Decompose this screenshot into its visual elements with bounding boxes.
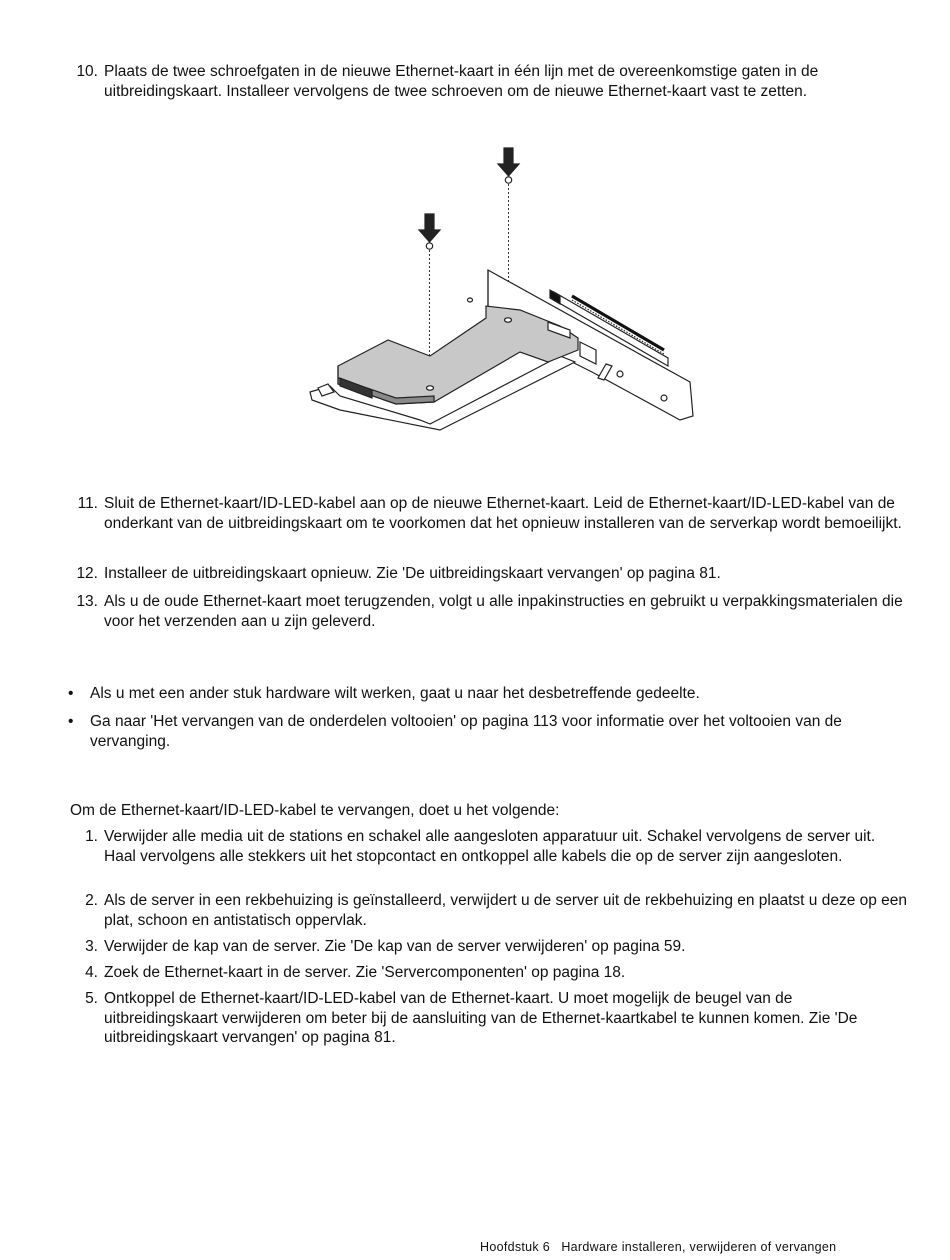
page-footer: [480, 1238, 836, 1258]
step-number: 11.: [77, 495, 98, 512]
ethernet-card-illustration: [300, 140, 710, 440]
bullet-item: [68, 684, 898, 704]
step-11: [68, 494, 908, 533]
step-number: 2.: [85, 892, 98, 909]
step-5: [68, 989, 908, 1048]
step-2: [68, 891, 908, 930]
step-text: Verwijder alle media uit de stations en schakel alle aangesloten apparatuur uit. Schakel vervolgens de server uit. Haal vervolgens alle stekkers uit het stopcontact en ontkoppel alle kabels die op de server zijn aangesloten.: [104, 828, 876, 865]
step-text: Plaats de twee schroefgaten in de nieuwe Ethernet-kaart in één lijn met de overeenkomstige gaten in de uitbreidingskaart. Installeer vervolgens de twee schroeven om de nieuwe Ethernet-kaart vast te zetten.: [104, 63, 819, 100]
step-3: [68, 937, 908, 957]
bullet-text: Ga naar 'Het vervangen van de onderdelen voltooien' op pagina 113 voor informatie over het voltooien van de vervanging.: [90, 713, 842, 750]
step-text: Als u de oude Ethernet-kaart moet terugzenden, volgt u alle inpakinstructies en gebruikt u verpakkingsmaterialen die voor het verzenden aan u zijn geleverd.: [104, 593, 903, 630]
step-text: Zoek de Ethernet-kaart in de server. Zie 'Servercomponenten' op pagina 18.: [104, 964, 626, 981]
step-number: 4.: [85, 964, 98, 981]
step-10: [68, 62, 908, 101]
step-1: [68, 827, 908, 866]
step-number: 1.: [85, 828, 98, 845]
step-number: 5.: [85, 990, 98, 1007]
step-number: 10.: [76, 63, 98, 80]
step-number: 12.: [76, 565, 98, 582]
step-12: [68, 564, 908, 584]
step-number: 3.: [85, 938, 98, 955]
intro-paragraph: Om de Ethernet-kaart/ID-LED-kabel te vervangen, doet u het volgende:: [70, 802, 560, 819]
bullet-dot: •: [68, 713, 74, 730]
step-number: 13.: [76, 593, 98, 610]
step-text: Als de server in een rekbehuizing is geïnstalleerd, verwijdert u de server uit de rekbehuizing en plaatst u deze op een plat, schoon en antistatisch oppervlak.: [104, 892, 908, 929]
ethernet-card-install-icon: [300, 140, 710, 440]
bullet-item: [68, 712, 898, 751]
step-text: Ontkoppel de Ethernet-kaart/ID-LED-kabel van de Ethernet-kaart. U moet mogelijk de beugel van de uitbreidingskaart verwijderen om beter bij de aansluiting van de Ethernet-kaartkabel te kunnen komen. Zie 'De uitbreidingskaart vervangen' op pagina 81.: [104, 990, 858, 1046]
step-text: Verwijder de kap van de server. Zie 'De kap van de server verwijderen' op pagina 59.: [104, 938, 686, 955]
step-text: Installeer de uitbreidingskaart opnieuw. Zie 'De uitbreidingskaart vervangen' op pagina 81.: [104, 565, 721, 582]
bullet-dot: •: [68, 685, 74, 702]
bullet-text: Als u met een ander stuk hardware wilt werken, gaat u naar het desbetreffende gedeelte.: [90, 685, 700, 702]
step-text: Sluit de Ethernet-kaart/ID-LED-kabel aan op de nieuwe Ethernet-kaart. Leid de Ethernet-kaart/ID-LED-kabel van de onderkant van de uitbreidingskaart om te voorkomen dat het opnieuw installeren van de serverkap wordt bemoeilijkt.: [104, 495, 902, 532]
step-4: [68, 963, 908, 983]
footer-chapter: Hoofdstuk 6: [480, 1240, 551, 1254]
step-13: [68, 592, 908, 631]
footer-title: Hardware installeren, verwijderen of vervangen: [561, 1240, 837, 1254]
